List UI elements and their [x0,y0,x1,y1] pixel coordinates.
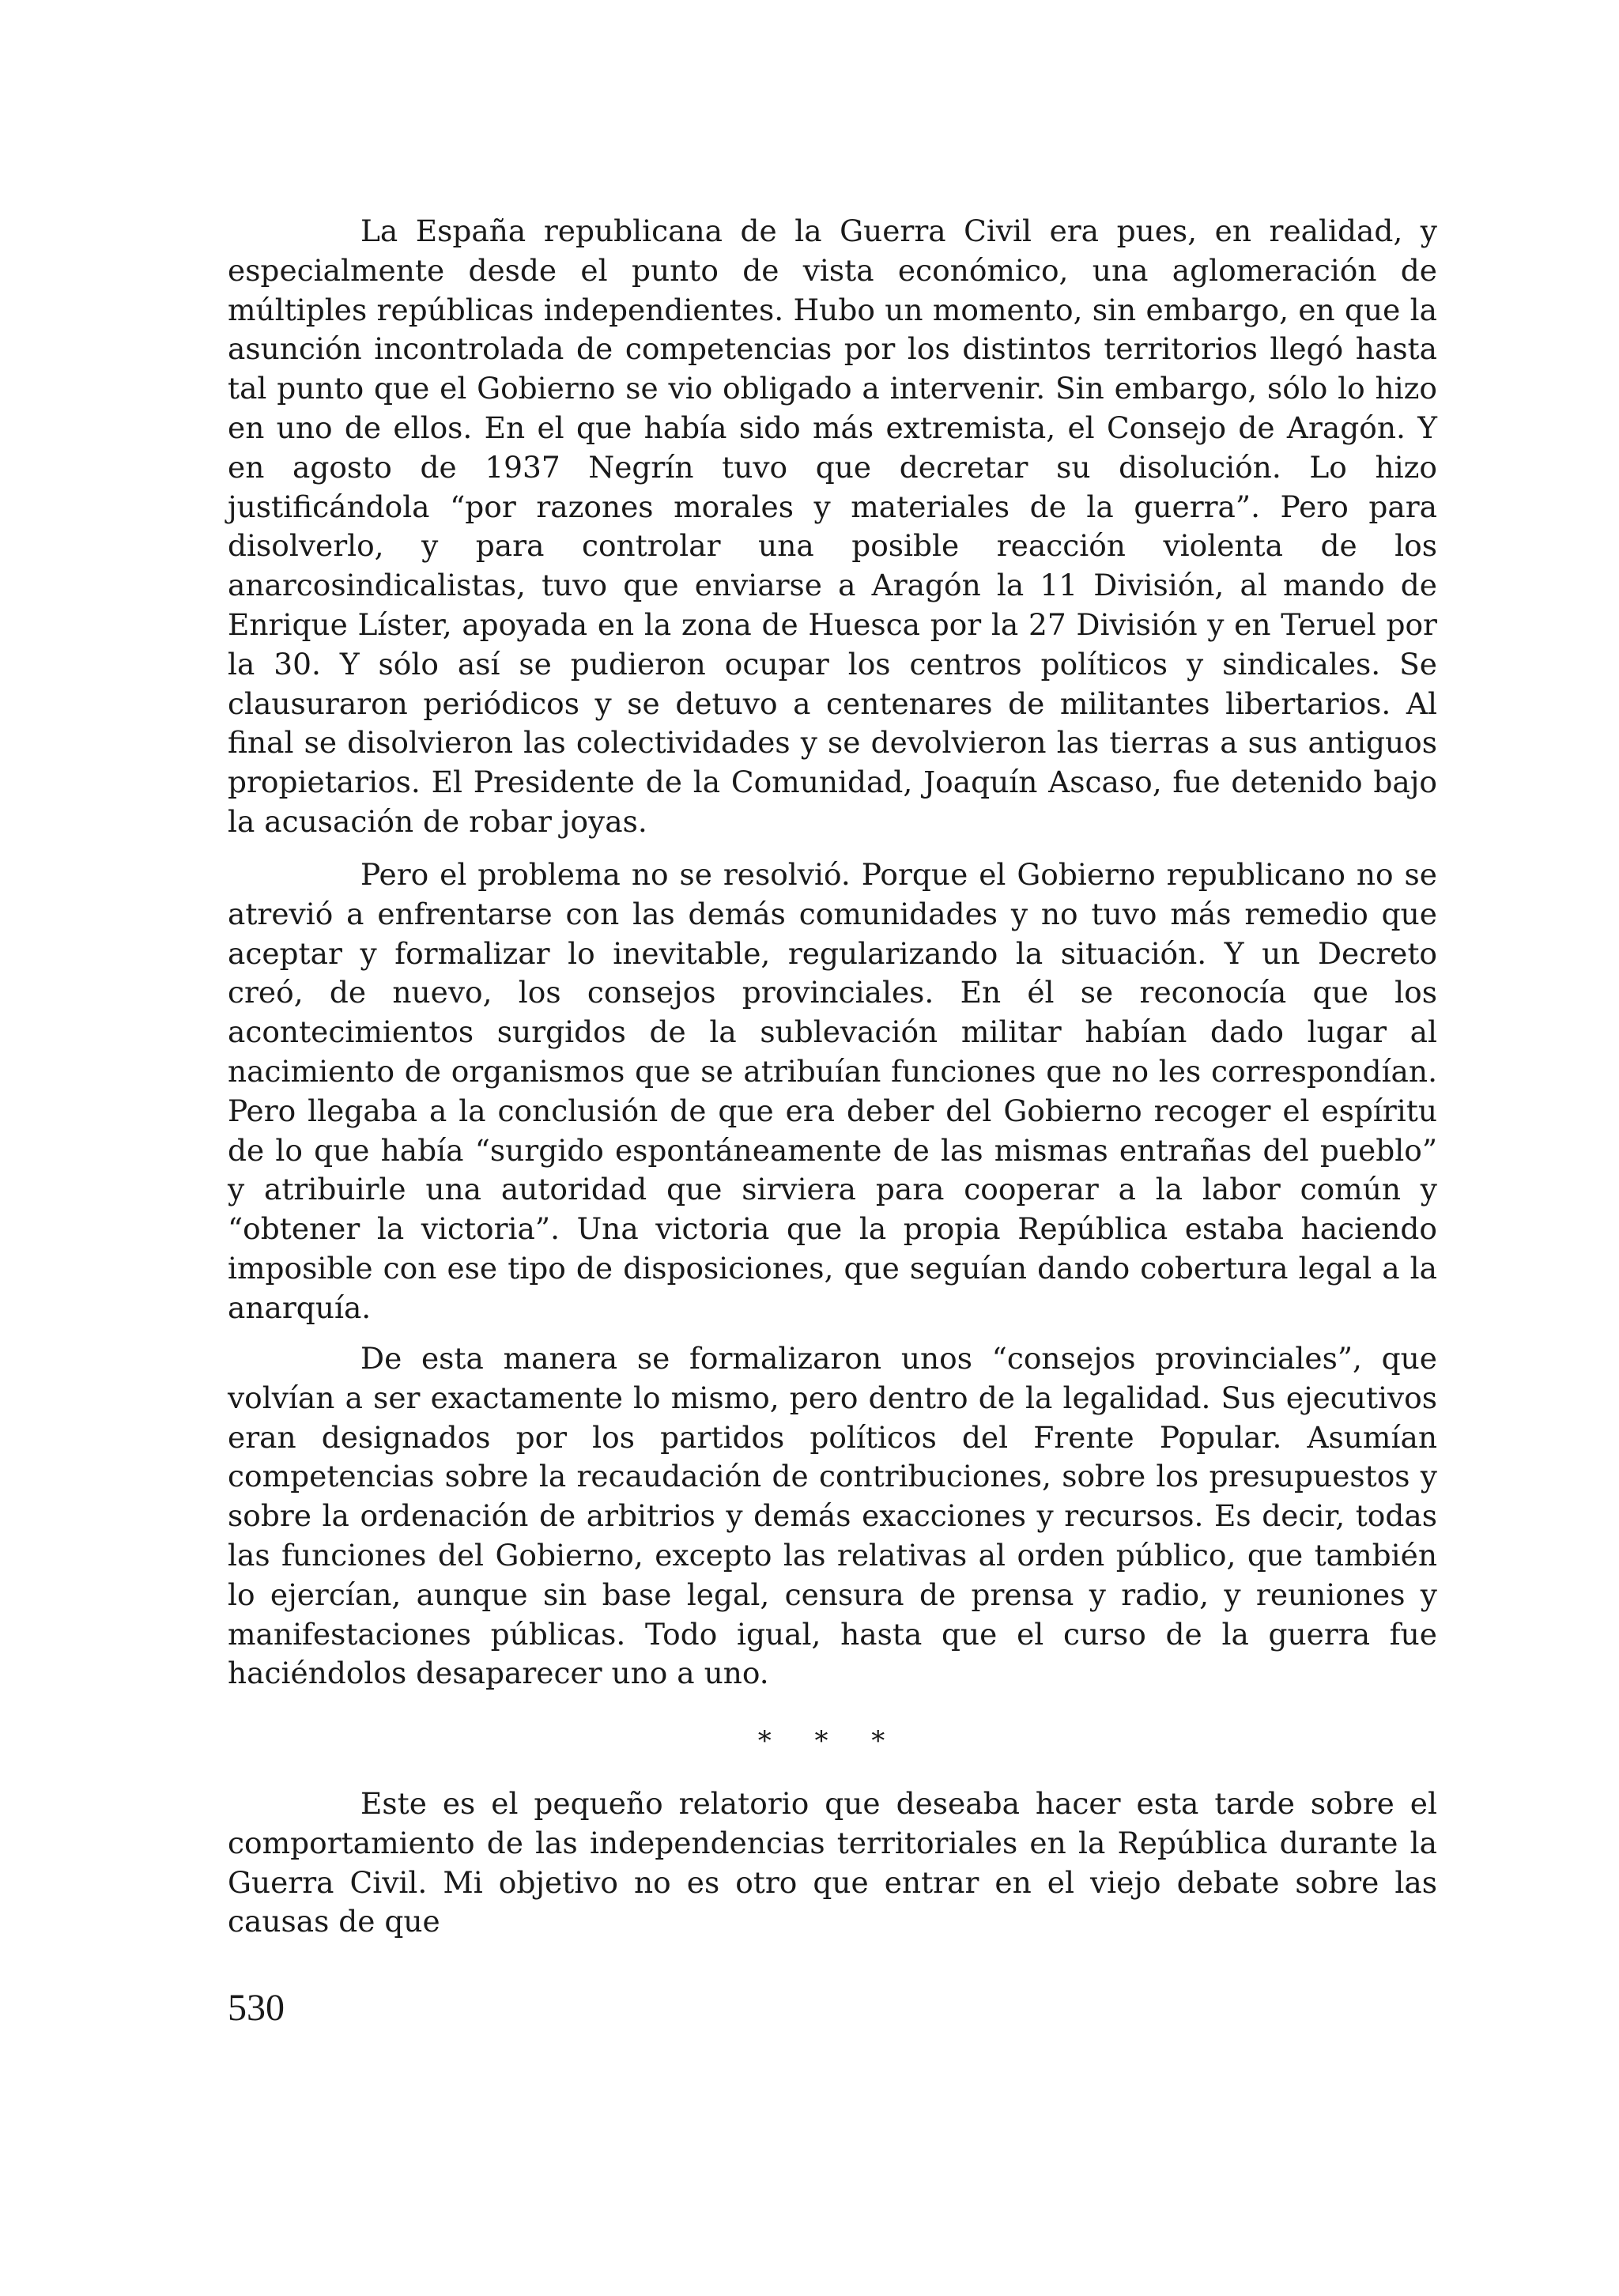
paragraph-formalizacion-consejos: De esta manera se formalizaron unos “consejos provinciales”, que volvían a ser exactamente lo mismo, pero dentro de la legalidad. Sus ejecutivos eran designados por los partidos políticos del Frente Popular. Asumían competencias sobre la recaudación de contribuciones, sobre los presupuestos y sobre la ordenación de arbitrios y demás exacciones y recursos. Es decir, todas las funciones del Gobierno, excepto las relativas al orden público, que también lo ejercían, aunque sin base legal, censura de prensa y radio, y reuniones y manifestaciones públicas. Todo igual, hasta que el curso de la guerra fue haciéndolos desaparecer uno a uno. [228,1341,1437,1691]
section-separator: * * * [757,1725,903,1757]
paragraph-consejos-provinciales-decreto: Pero el problema no se resolvió. Porque el Gobierno republicano no se atrevió a enfrentarse con las demás comunidades y no tuvo más remedio que aceptar y formalizar lo inevitable, regularizando la situación. Y un Decreto creó, de nuevo, los consejos provinciales. En él se reconocía que los acontecimientos surgidos de la sublevación militar habían dado lugar al nacimiento de organismos que se atribuían funciones que no les correspondían. Pero llegaba a la conclusión de que era deber del Gobierno recoger el espíritu de lo que había “surgido espontáneamente de las mismas entrañas del pueblo” y atribuirle una autoridad que sirviera para cooperar a la labor común y “obtener la victoria”. Una victoria que la propia República estaba haciendo imposible con ese tipo de disposiciones, que seguían dando cobertura legal a la anarquía. [228,857,1437,1325]
paragraph-consejo-aragon: La España republicana de la Guerra Civil era pues, en realidad, y especialmente desde el punto de vista económico, una aglomeración de múltiples repúblicas independientes. Hubo un momento, sin embargo, en que la asunción incontrolada de competencias por los distintos territorios llegó hasta tal punto que el Gobierno se vio obligado a intervenir. Sin embargo, sólo lo hizo en uno de ellos. En el que había sido más extremista, el Consejo de Aragón. Y en agosto de 1937 Negrín tuvo que decretar su disolución. Lo hizo justificándola “por razones morales y materiales de la guerra”. Pero para disolverlo, y para controlar una posible reacción violenta de los anarcosindicalistas, tuvo que enviarse a Aragón la 11 División, al mando de Enrique Líster, apoyada en la zona de Huesca por la 27 División y en Teruel por la 30. Y sólo así se pudieron ocupar los centros políticos y sindicales. Se clausuraron periódicos y se detuvo a centenares de militantes libertarios. Al final se disolvieron las colectividades y se devolvieron las tierras a sus antiguos propietarios. El Presidente de la Comunidad, Joaquín Ascaso, fue detenido bajo la acusación de robar joyas. [228,213,1437,839]
page-number: 530 [228,1987,285,2029]
paragraph-relatorio: Este es el pequeño relatorio que deseaba hacer esta tarde sobre el comportamiento de las independencias territoriales en la República durante la Guerra Civil. Mi objetivo no es otro que entrar en el viejo debate sobre las causas de que [228,1786,1437,1939]
